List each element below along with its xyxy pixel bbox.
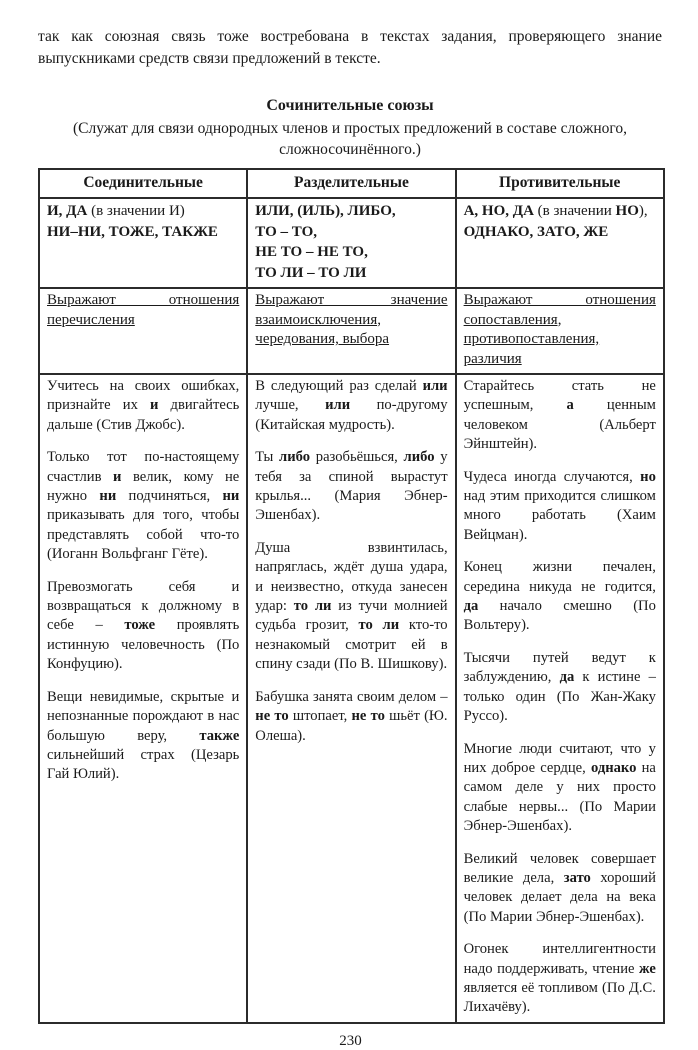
examples-connective xyxy=(39,374,247,1023)
conjunction-line: ТО – ТО, xyxy=(255,223,317,240)
example-quote: Учитесь на своих ошибках, признайте их и двигайтесь дальше (Стив Джобс). xyxy=(47,378,240,433)
meaning-disjunctive xyxy=(247,288,455,374)
example-quote: Многие люди считают, что у них доброе сердце, однако на самом деле у них просто слабые нервы... (По Марии Эбнер-Эшенбах). xyxy=(463,740,656,835)
example-quote: Вещи невидимые, скрытые и непознанные порождают в нас большую веру, также сильнейший страх (Цезарь Гай Юлий). xyxy=(47,688,240,783)
conjunction-list-row xyxy=(39,198,664,288)
example-quote: Тысячи путей ведут к заблуждению, да к истине – только один (По Жан-Жаку Руссо). xyxy=(463,649,656,725)
example-quote: Только тот по-настоящему счастлив и велик, кому не нужно ни подчиняться, ни приказывать для того, чтобы представлять собой что-то (Иоганн Вольфганг Гёте). xyxy=(47,449,240,563)
example-quote: В следующий раз сделай или лучше, или по-другому (Китайская мудрость). xyxy=(255,378,448,433)
examples-disjunctive xyxy=(247,374,455,1023)
page-number: 230 xyxy=(339,1032,362,1049)
examples-row xyxy=(39,374,664,1023)
column-header-disjunctive: Разделительные xyxy=(247,169,455,198)
conjunction-line: НИ–НИ, ТОЖЕ, ТАКЖЕ xyxy=(47,223,218,240)
conjunction-line: ИЛИ, (ИЛЬ), ЛИБО, xyxy=(255,203,396,219)
column-header-adversative: Противительные xyxy=(456,169,664,198)
example-quote: Бабушка занята своим делом – не то штопает, не то шьёт (Ю. Олеша). xyxy=(255,688,448,744)
conjunction-list-connective xyxy=(39,198,247,288)
intro-paragraph: так как союзная связь тоже востребована в текстах задания, проверяющего знание выпускниками средств связи предложений в тексте. xyxy=(38,28,662,67)
conjunction-line: НЕ ТО – НЕ ТО, xyxy=(255,244,368,260)
conjunctions-table xyxy=(38,168,665,1024)
table-subtitle: (Служат для связи однородных членов и простых предложений в составе сложного, сложносочинённого.) xyxy=(73,120,627,158)
conjunction-line: А, НО, ДА (в значении НО), xyxy=(463,203,648,219)
meaning-row xyxy=(39,288,664,374)
page-title: Сочинительные союзы xyxy=(266,97,434,114)
conjunction-list-disjunctive xyxy=(247,198,455,288)
meaning-text: Выражают значение взаимоисключения, чередования, выбора xyxy=(255,292,448,347)
meaning-adversative xyxy=(456,288,664,374)
conjunction-line: ОДНАКО, ЗАТО, ЖЕ xyxy=(463,223,609,240)
meaning-connective xyxy=(39,288,247,374)
examples-adversative xyxy=(456,374,664,1023)
meaning-text: Выражают отношения перечисления xyxy=(47,292,240,328)
example-quote: Душа взвинтилась, напряглась, ждёт душа удара, и неизвестно, откуда занесен удар: то ли из тучи молнией судьба грозит, то ли кто-то незнакомый смотрит ей в спину сзади (По В. Шишкову). xyxy=(255,539,448,673)
example-quote: Ты либо разобьёшься, либо у тебя за спиной вырастут крылья... (Мария Эбнер-Эшенбах). xyxy=(255,449,448,524)
example-quote: Огонек интеллигентности надо поддерживать, чтение же является её топливом (По Д.С. Лихачёву). xyxy=(463,941,656,1016)
table-header-row xyxy=(39,169,664,198)
example-quote: Превозмогать себя и возвращаться к должному в себе – тоже проявлять истинную человечность (По Конфуцию). xyxy=(47,578,240,673)
conjunction-line: ТО ЛИ – ТО ЛИ xyxy=(255,264,367,281)
conjunction-list-adversative xyxy=(456,198,664,288)
example-quote: Великий человек совершает великие дела, зато хороший человек делает дела на века (По Марии Эбнер-Эшенбах). xyxy=(463,850,656,925)
example-quote: Конец жизни печален, середина никуда не годится, да начало смешно (По Вольтеру). xyxy=(463,559,656,634)
example-quote: Старайтесь стать не успешным, а ценным человеком (Альберт Эйнштейн). xyxy=(463,378,656,453)
meaning-text: Выражают отношения сопоставления, противопоставления, различия xyxy=(463,292,656,367)
column-header-connective: Соединительные xyxy=(39,169,247,198)
conjunction-line: И, ДА (в значении И) xyxy=(47,203,185,219)
example-quote: Чудеса иногда случаются, но над этим приходится слишком много работать (Хаим Вейцман). xyxy=(463,468,656,543)
